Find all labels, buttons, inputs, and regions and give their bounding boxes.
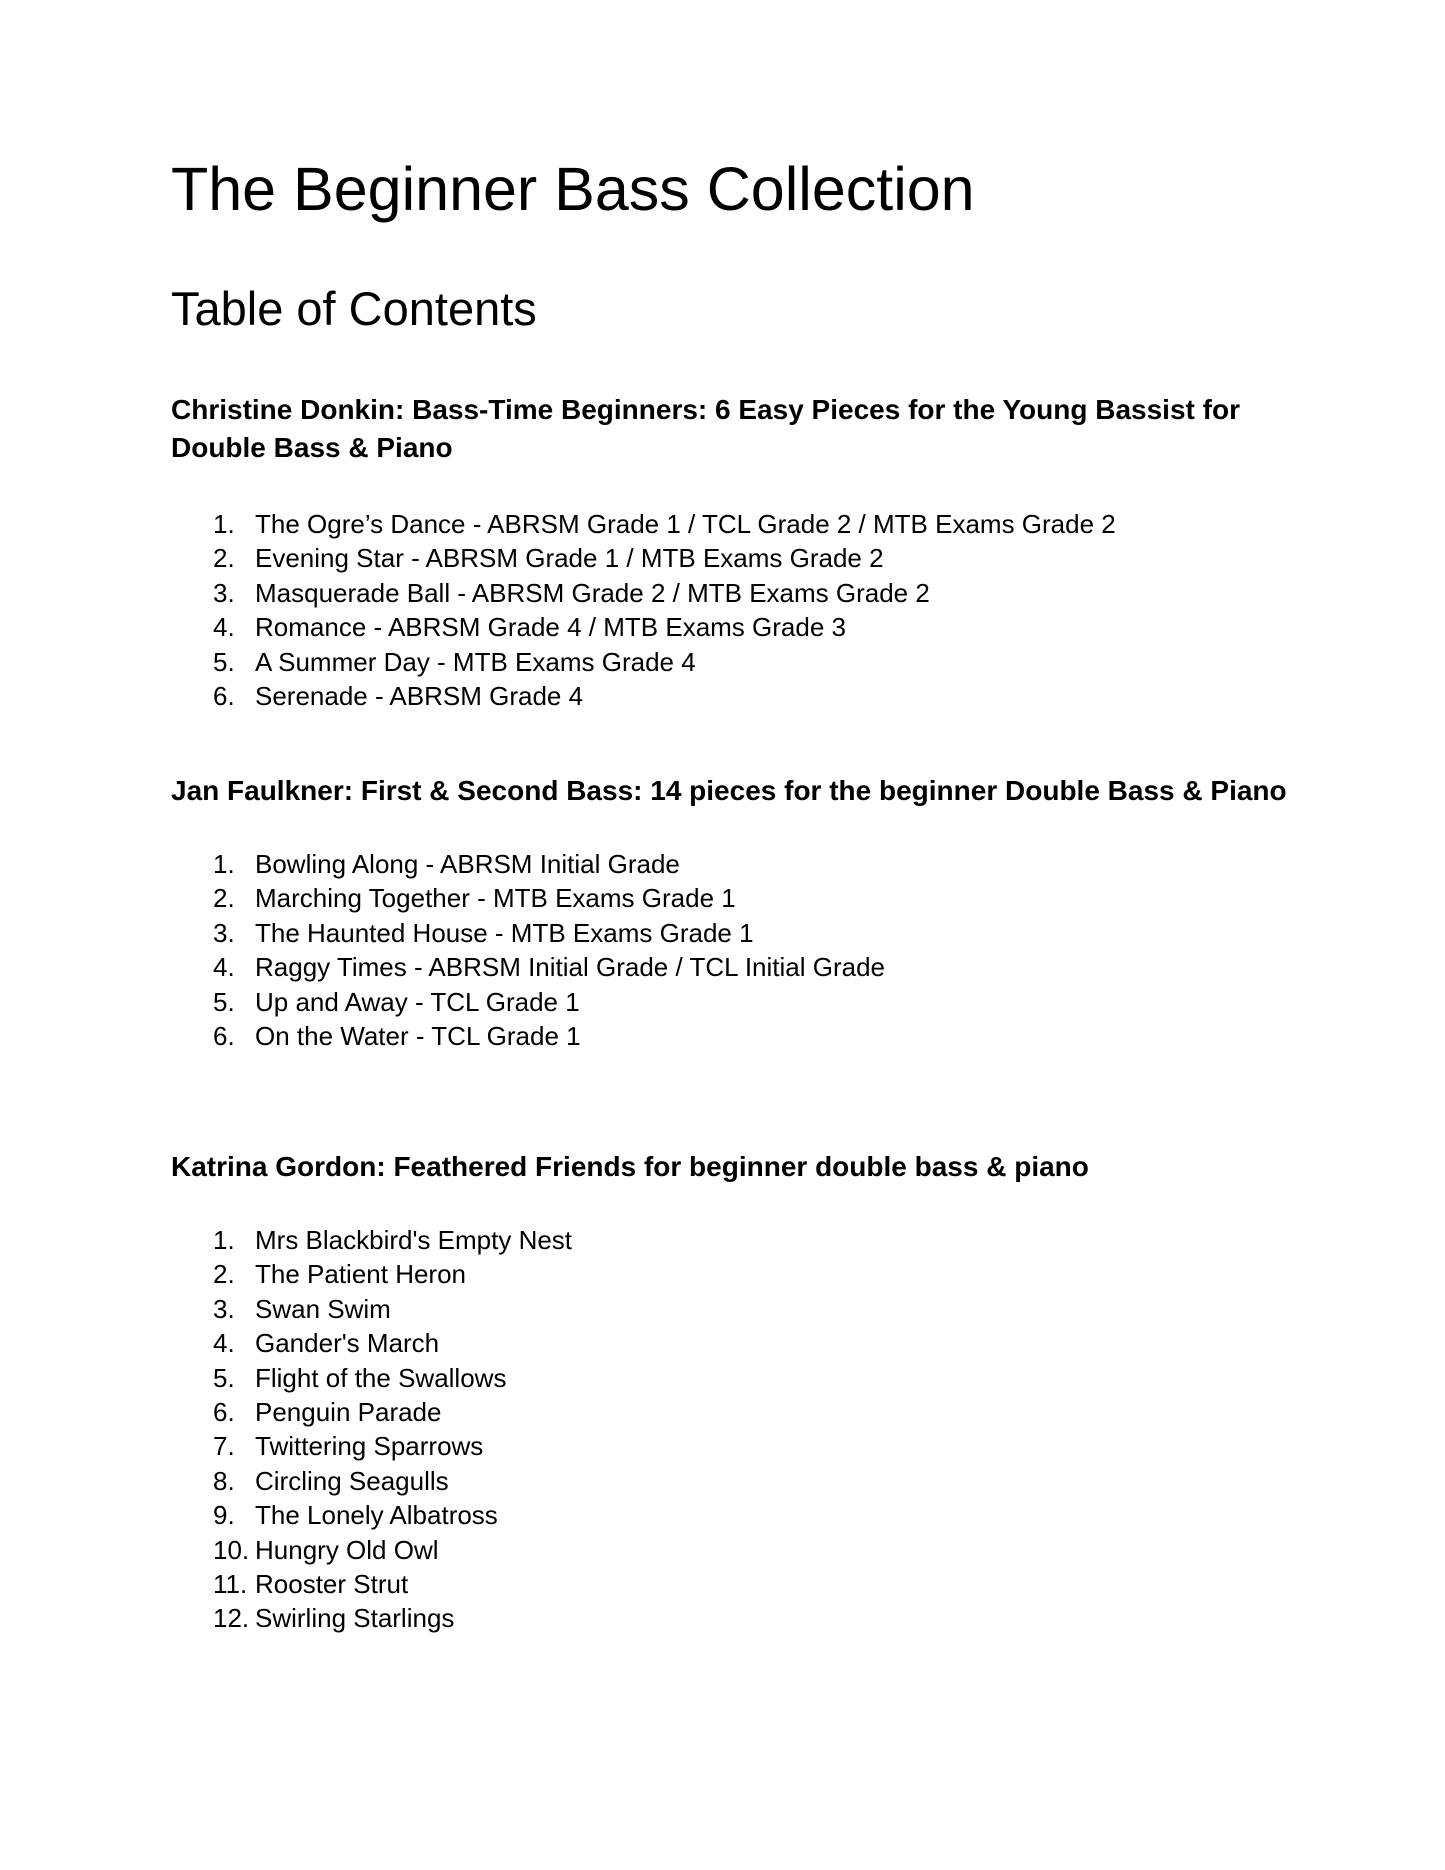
list-item-number: 4. xyxy=(213,952,235,983)
piece-list xyxy=(171,847,1291,1053)
list-item-text: Circling Seagulls xyxy=(255,1465,449,1496)
list-item-number: 5. xyxy=(213,1362,235,1393)
list-item-number: 4. xyxy=(213,612,235,643)
list-item-text: Rooster Strut xyxy=(255,1569,409,1600)
list-item xyxy=(171,1395,1291,1429)
list-item-text: Swirling Starlings xyxy=(255,1603,455,1634)
list-item-text: Marching Together - MTB Exams Grade 1 xyxy=(255,883,736,914)
list-item-number: 3. xyxy=(213,577,235,608)
piece-list xyxy=(171,1223,1291,1636)
list-item-text: Romance - ABRSM Grade 4 / MTB Exams Grade 3 xyxy=(255,612,846,643)
list-item xyxy=(171,507,1291,541)
list-item xyxy=(171,576,1291,610)
list-item-number: 6. xyxy=(213,1021,235,1052)
list-item-text: On the Water - TCL Grade 1 xyxy=(255,1021,581,1052)
section-heading: Christine Donkin: Bass-Time Beginners: 6 Easy Pieces for the Young Bassist for Double Bass & Piano xyxy=(171,394,1240,463)
list-item-text: Penguin Parade xyxy=(255,1397,442,1428)
list-item-text: Mrs Blackbird's Empty Nest xyxy=(255,1225,573,1255)
list-item-number: 3. xyxy=(213,917,235,948)
list-item-text: Flight of the Swallows xyxy=(255,1362,507,1393)
list-item-number: 10. xyxy=(213,1534,250,1565)
list-item-text: The Lonely Albatross xyxy=(255,1500,498,1531)
section-jan-faulkner xyxy=(171,772,1291,1053)
list-item xyxy=(171,1429,1291,1463)
list-item xyxy=(171,1498,1291,1532)
list-item xyxy=(171,847,1291,881)
list-item-number: 6. xyxy=(213,681,235,712)
list-item-number: 1. xyxy=(213,509,235,539)
list-item xyxy=(171,679,1291,713)
list-item xyxy=(171,881,1291,915)
list-item xyxy=(171,645,1291,679)
list-item-text: Swan Swim xyxy=(255,1293,391,1324)
list-item-number: 3. xyxy=(213,1293,235,1324)
list-item xyxy=(171,1601,1291,1635)
list-item xyxy=(171,1223,1291,1257)
list-item-number: 6. xyxy=(213,1397,235,1428)
list-item xyxy=(171,541,1291,575)
list-item-number: 1. xyxy=(213,1225,235,1255)
list-item xyxy=(171,1464,1291,1498)
list-item xyxy=(171,610,1291,644)
list-item-text: Serenade - ABRSM Grade 4 xyxy=(255,681,584,712)
list-item-number: 1. xyxy=(213,849,235,879)
list-item-number: 2. xyxy=(213,543,235,574)
list-item xyxy=(171,1533,1291,1567)
list-item-text: Gander's March xyxy=(255,1328,440,1359)
list-item-text: Evening Star - ABRSM Grade 1 / MTB Exams Grade 2 xyxy=(255,543,884,574)
list-item-number: 4. xyxy=(213,1328,235,1359)
list-item xyxy=(171,1019,1291,1053)
list-item-text: Masquerade Ball - ABRSM Grade 2 / MTB Exams Grade 2 xyxy=(255,577,930,608)
list-item-number: 5. xyxy=(213,646,235,677)
list-item xyxy=(171,1326,1291,1360)
section-heading: Jan Faulkner: First & Second Bass: 14 pieces for the beginner Double Bass & Piano xyxy=(171,775,1287,806)
list-item-number: 7. xyxy=(213,1431,235,1462)
list-item-text: Hungry Old Owl xyxy=(255,1534,439,1565)
list-item-number: 5. xyxy=(213,986,235,1017)
list-item xyxy=(171,916,1291,950)
piece-list xyxy=(171,507,1291,713)
list-item-text: The Patient Heron xyxy=(255,1259,467,1290)
list-item-text: A Summer Day - MTB Exams Grade 4 xyxy=(255,646,696,677)
list-item xyxy=(171,1567,1291,1601)
list-item-number: 9. xyxy=(213,1500,235,1531)
list-item-text: The Haunted House - MTB Exams Grade 1 xyxy=(255,917,754,948)
list-item-text: Up and Away - TCL Grade 1 xyxy=(255,986,580,1017)
list-item xyxy=(171,985,1291,1019)
list-item xyxy=(171,1257,1291,1291)
list-item xyxy=(171,1292,1291,1326)
list-item-text: Bowling Along - ABRSM Initial Grade xyxy=(255,849,680,879)
section-katrina-gordon xyxy=(171,1148,1291,1636)
list-item-text: Twittering Sparrows xyxy=(255,1431,484,1462)
section-christine-donkin xyxy=(171,391,1291,713)
list-item-number: 2. xyxy=(213,883,235,914)
list-item xyxy=(171,950,1291,984)
section-heading: Katrina Gordon: Feathered Friends for beginner double bass & piano xyxy=(171,1151,1089,1182)
table-of-contents-heading: Table of Contents xyxy=(171,282,537,335)
list-item xyxy=(171,1361,1291,1395)
document-title: The Beginner Bass Collection xyxy=(171,155,975,223)
list-item-number: 11. xyxy=(213,1569,248,1600)
list-item-number: 12. xyxy=(213,1603,250,1634)
list-item-text: The Ogre’s Dance - ABRSM Grade 1 / TCL Grade 2 / MTB Exams Grade 2 xyxy=(255,509,1116,539)
list-item-text: Raggy Times - ABRSM Initial Grade / TCL Initial Grade xyxy=(255,952,886,983)
list-item-number: 2. xyxy=(213,1259,235,1290)
list-item-number: 8. xyxy=(213,1465,235,1496)
